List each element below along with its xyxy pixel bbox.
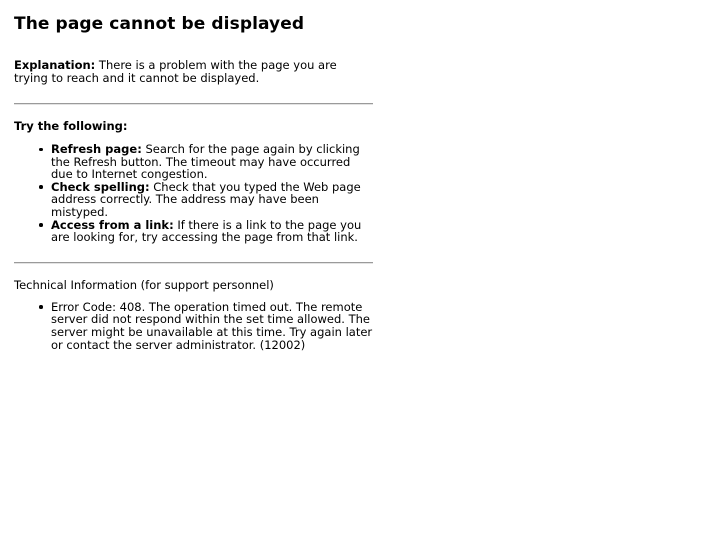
list-item [14, 301, 373, 351]
list-item [14, 219, 373, 244]
list-item-text: Search for the page again by clicking the Refresh button. The timeout may have occurred due to Internet congestion. [51, 142, 360, 182]
divider-bottom [14, 262, 373, 264]
list-item-text: Check that you typed the Web page address correctly. The address may have been mistyped. [51, 179, 361, 219]
page-title: The page cannot be displayed [14, 14, 305, 34]
bullet-icon [39, 185, 43, 189]
error-content [0, 0, 387, 351]
list-item-label: Refresh page: [51, 142, 142, 156]
list-item-label: Check spelling: [51, 179, 150, 194]
bullet-icon [39, 223, 43, 227]
bullet-icon [39, 148, 43, 152]
technical-information-heading: Technical Information (for support personnel) [14, 277, 274, 292]
error-code-text: Error Code: 408. The operation timed out. The remote server did not respond within the set time allowed. The server might be unavailable at this time. Try again later or contact the server administrator. (12002) [51, 299, 373, 352]
try-following-list [14, 143, 373, 244]
list-item-label: Access from a link: [51, 217, 174, 232]
explanation-text: There is a problem with the page you are trying to reach and it cannot be displayed. [14, 58, 337, 85]
divider-top [14, 103, 373, 105]
list-item-text: If there is a link to the page you are looking for, try accessing the page from that link. [51, 217, 362, 245]
list-item [14, 143, 373, 181]
list-item [14, 181, 373, 219]
explanation-label: Explanation: [14, 58, 96, 72]
bullet-icon [39, 305, 43, 309]
try-following-heading: Try the following: [14, 119, 128, 133]
technical-information-list [14, 301, 373, 351]
explanation-paragraph [14, 59, 373, 85]
